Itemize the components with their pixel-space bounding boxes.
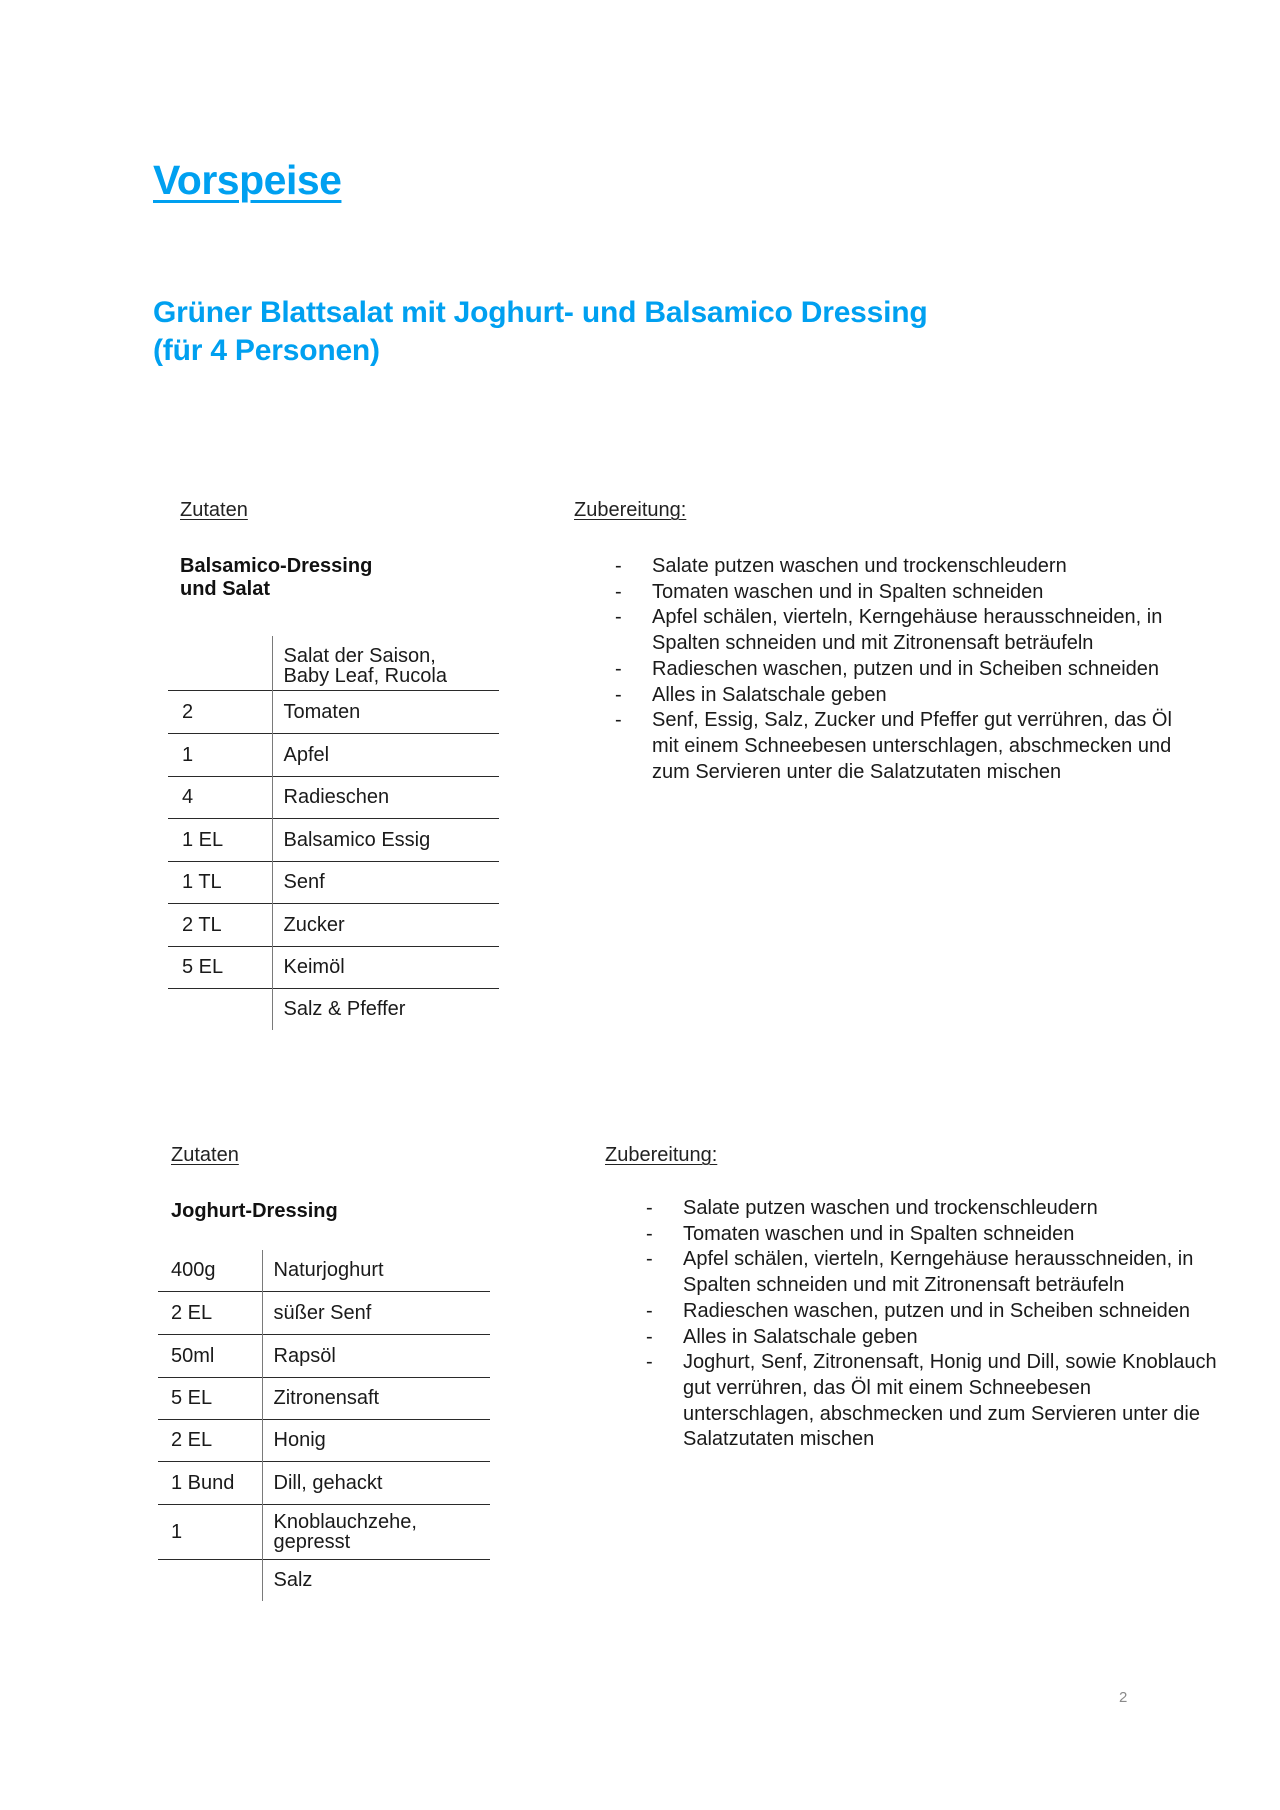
list-item (646, 1299, 1280, 1325)
step-text: Spalten schneiden und mit Zitronensaft beträufeln (652, 632, 1094, 655)
ingredient-name: Naturjoghurt (273, 1259, 384, 1282)
ingredient-qty: 1 TL (168, 861, 272, 903)
step-text: Apfel schälen, vierteln, Kerngehäuse herausschneiden, in (652, 606, 1163, 629)
recipe-title-line1: Grüner Blattsalat mit Joghurt- und Balsamico Dressing (153, 296, 928, 329)
ingredient-qty: 400g (158, 1250, 262, 1291)
ingredient-qty: 2 (168, 690, 272, 733)
group-title-line1: Joghurt-Dressing (171, 1200, 338, 1222)
step-text: Salate putzen waschen und trockenschleudern (652, 555, 1067, 577)
ingredient-name: süßer Senf (273, 1301, 372, 1324)
step-text: Senf, Essig, Salz, Zucker und Pfeffer gut verrühren, das Öl (652, 709, 1172, 732)
ingredients-table (158, 1250, 490, 1601)
list-item (615, 657, 1255, 683)
group-title-line2: und Salat (180, 578, 271, 600)
step-text: Alles in Salatschale geben (652, 683, 887, 706)
bullet-dash: - (615, 606, 622, 629)
ingredient-name: Zitronensaft (273, 1387, 380, 1409)
ingredient-name: Senf (283, 871, 325, 893)
table-row (168, 776, 499, 818)
table-row (158, 1250, 490, 1291)
step-text: Tomaten waschen und in Spalten schneiden (652, 580, 1044, 603)
bullet-dash: - (646, 1299, 653, 1322)
bullet-dash: - (615, 709, 622, 732)
preparation-steps (615, 554, 1255, 785)
ingredient-group-title (171, 1200, 338, 1223)
step-text: Alles in Salatschale geben (683, 1325, 918, 1348)
list-item (646, 1350, 1280, 1453)
preparation-label: Zubereitung: (574, 499, 687, 521)
ingredient-name: Radieschen (283, 786, 390, 808)
ingredient-name: Salz & Pfeffer (283, 998, 406, 1021)
step-text: Spalten schneiden und mit Zitronensaft beträufeln (683, 1274, 1125, 1297)
ingredient-name: Rapsöl (273, 1344, 336, 1367)
table-row (168, 988, 499, 1030)
list-item (646, 1222, 1280, 1248)
ingredient-name: Dill, gehackt (273, 1471, 383, 1494)
ingredient-name (272, 636, 499, 690)
preparation-label: Zubereitung: (605, 1144, 718, 1166)
ingredients-label: Zutaten (171, 1144, 239, 1166)
table-row (158, 1419, 490, 1461)
step-text: mit einem Schneebesen unterschlagen, abschmecken und (652, 734, 1172, 757)
table-row (168, 818, 499, 861)
step-text: Apfel schälen, vierteln, Kerngehäuse herausschneiden, in (683, 1248, 1194, 1271)
bullet-dash: - (646, 1351, 653, 1374)
ingredient-qty: 2 TL (168, 903, 272, 946)
group-title-line1: Balsamico-Dressing (180, 555, 373, 577)
ingredient-qty: 2 EL (158, 1419, 262, 1461)
ingredient-qty: 4 (168, 776, 272, 818)
table-row (158, 1504, 490, 1559)
step-text: zum Servieren unter die Salatzutaten mischen (652, 760, 1062, 783)
step-text: gut verrühren, das Öl mit einem Schneebesen (683, 1376, 1091, 1399)
step-text: Joghurt, Senf, Zitronensaft, Honig und Dill, sowie Knoblauch (683, 1351, 1217, 1374)
ingredient-qty: 1 (158, 1504, 262, 1559)
bullet-dash: - (646, 1325, 653, 1348)
ingredient-qty: 5 EL (168, 946, 272, 988)
table-row (158, 1461, 490, 1504)
ingredient-name: Balsamico Essig (283, 828, 431, 851)
list-item (615, 708, 1255, 785)
ingredient-name-line2: gepresst (273, 1530, 351, 1553)
table-row (158, 1559, 490, 1601)
ingredient-qty: 1 EL (168, 818, 272, 861)
list-item (646, 1325, 1280, 1351)
ingredient-qty (158, 1559, 262, 1601)
ingredient-qty: 2 EL (158, 1291, 262, 1334)
table-row (168, 903, 499, 946)
list-item (615, 580, 1255, 606)
bullet-dash: - (615, 555, 622, 577)
ingredient-name: Honig (273, 1429, 326, 1451)
ingredient-qty (168, 988, 272, 1030)
preparation-steps (646, 1196, 1280, 1453)
ingredient-group-title (180, 555, 372, 601)
list-item (646, 1247, 1280, 1298)
bullet-dash: - (615, 580, 622, 603)
recipe-title (153, 294, 928, 370)
ingredient-name: Zucker (283, 913, 345, 936)
bullet-dash: - (646, 1222, 653, 1245)
ingredient-name-line1: Salat der Saison, (283, 644, 436, 667)
ingredient-name: Keimöl (283, 956, 345, 978)
ingredient-qty: 5 EL (158, 1377, 262, 1419)
table-row (158, 1377, 490, 1419)
ingredients-table (168, 636, 499, 1030)
step-text: Radieschen waschen, putzen und in Scheiben schneiden (652, 657, 1160, 680)
table-row (168, 636, 499, 690)
ingredient-qty: 1 (168, 733, 272, 776)
table-row (158, 1291, 490, 1334)
section-title: Vorspeise (153, 157, 342, 203)
page-number: 2 (1119, 1689, 1128, 1706)
table-row (168, 690, 499, 733)
ingredient-name-line1: Knoblauchzehe, (273, 1510, 417, 1533)
recipe-title-line2: (für 4 Personen) (153, 334, 380, 367)
table-row (158, 1334, 490, 1377)
bullet-dash: - (646, 1248, 653, 1271)
ingredient-name-line2: Baby Leaf, Rucola (283, 664, 447, 687)
step-text: Tomaten waschen und in Spalten schneiden (683, 1222, 1075, 1245)
ingredient-name: Apfel (283, 743, 330, 766)
ingredient-qty (168, 636, 272, 690)
bullet-dash: - (646, 1197, 653, 1219)
step-text: Salatzutaten mischen (683, 1428, 875, 1451)
bullet-dash: - (615, 657, 622, 680)
list-item (615, 554, 1255, 580)
list-item (646, 1196, 1280, 1222)
ingredient-name: Salz (273, 1569, 313, 1592)
bullet-dash: - (615, 683, 622, 706)
ingredients-label: Zutaten (180, 499, 248, 521)
step-text: Radieschen waschen, putzen und in Scheiben schneiden (683, 1299, 1191, 1322)
table-row (168, 733, 499, 776)
ingredient-qty: 50ml (158, 1334, 262, 1377)
list-item (615, 605, 1255, 656)
table-row (168, 946, 499, 988)
ingredient-qty: 1 Bund (158, 1461, 262, 1504)
ingredient-name (262, 1504, 490, 1559)
list-item (615, 683, 1255, 709)
ingredient-name: Tomaten (283, 700, 361, 723)
step-text: unterschlagen, abschmecken und zum Servieren unter die (683, 1402, 1200, 1425)
table-row (168, 861, 499, 903)
step-text: Salate putzen waschen und trockenschleudern (683, 1197, 1098, 1219)
